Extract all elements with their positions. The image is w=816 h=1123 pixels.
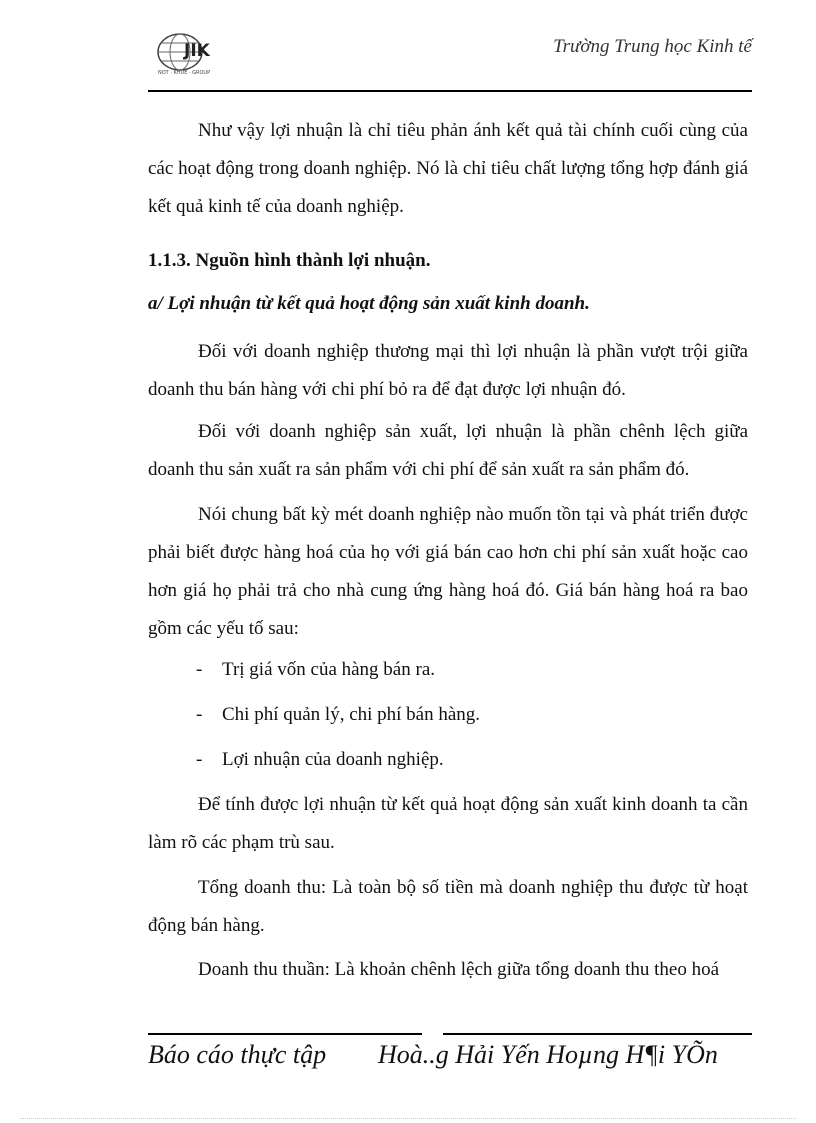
bullet-marker: - (196, 659, 203, 680)
bullet-item (196, 704, 480, 726)
subsection-heading: a/ Lợi nhuận từ kết quả hoạt động sản xuất kinh doanh. (148, 293, 590, 314)
footer-report-label: Báo cáo thực tập (148, 1040, 327, 1069)
footer-rule-left (148, 1033, 422, 1035)
bullet-text: Chi phí quản lý, chi phí bán hàng. (222, 704, 481, 725)
paragraph-1: Như vậy lợi nhuận là chỉ tiêu phản ánh kết quả tài chính cuối cùng của các hoạt động trong doanh nghiệp. Nó là chỉ tiêu chất lượng tổng hợp đánh giá kết quả kinh tế của doanh nghiệp. (148, 120, 748, 217)
footer-rule-right (443, 1033, 752, 1035)
paragraph-2: Đối với doanh nghiệp thương mại thì lợi nhuận là phần vượt trội giữa doanh thu bán hàng với chi phí bỏ ra để đạt được lợi nhuận đó. (148, 341, 748, 400)
paragraph-6: Tổng doanh thu: Là toàn bộ số tiền mà doanh nghiệp thu được từ hoạt động bán hàng. (148, 877, 748, 936)
paragraph-4: Nói chung bất kỳ mét doanh nghiệp nào muốn tồn tại và phát triển được phải biết được hàng hoá của họ với giá bán cao hơn chi phí sản xuất hoặc cao hơn giá họ phải trả cho nhà cung ứng hàng hoá đó. Giá bán hàng hoá ra bao gồm các yếu tố sau: (148, 504, 748, 639)
bullet-marker: - (196, 749, 203, 770)
bullet-text: Trị giá vốn của hàng bán ra. (222, 659, 435, 680)
page-bottom-border (20, 1118, 796, 1119)
school-logo (150, 30, 222, 76)
bullet-marker: - (196, 704, 203, 725)
paragraph-7: Doanh thu thuần: Là khoản chênh lệch giữa tổng doanh thu theo hoá (198, 959, 720, 980)
bullet-item (196, 749, 444, 771)
paragraph-5: Để tính được lợi nhuận từ kết quả hoạt động sản xuất kinh doanh ta cần làm rõ các phạm trù sau. (148, 794, 748, 853)
section-heading: 1.1.3. Nguồn hình thành lợi nhuận. (148, 250, 431, 271)
header-rule (148, 90, 752, 92)
footer-author: Hoà..g Hải Yến Hoµng H¶i YÕn (378, 1040, 718, 1069)
bullet-item (196, 659, 435, 681)
logo-subtext: NOT · KHUE · GROUP (158, 70, 211, 76)
bullet-text: Lợi nhuận của doanh nghiệp. (222, 749, 444, 770)
header-title: Trường Trung học Kinh tế (553, 36, 752, 57)
paragraph-3: Đối với doanh nghiệp sản xuất, lợi nhuận là phần chênh lệch giữa doanh thu sản xuất ra sản phẩm với chi phí để sản xuất ra sản phẩm đó. (148, 421, 748, 480)
logo-text: JIK (184, 41, 210, 61)
